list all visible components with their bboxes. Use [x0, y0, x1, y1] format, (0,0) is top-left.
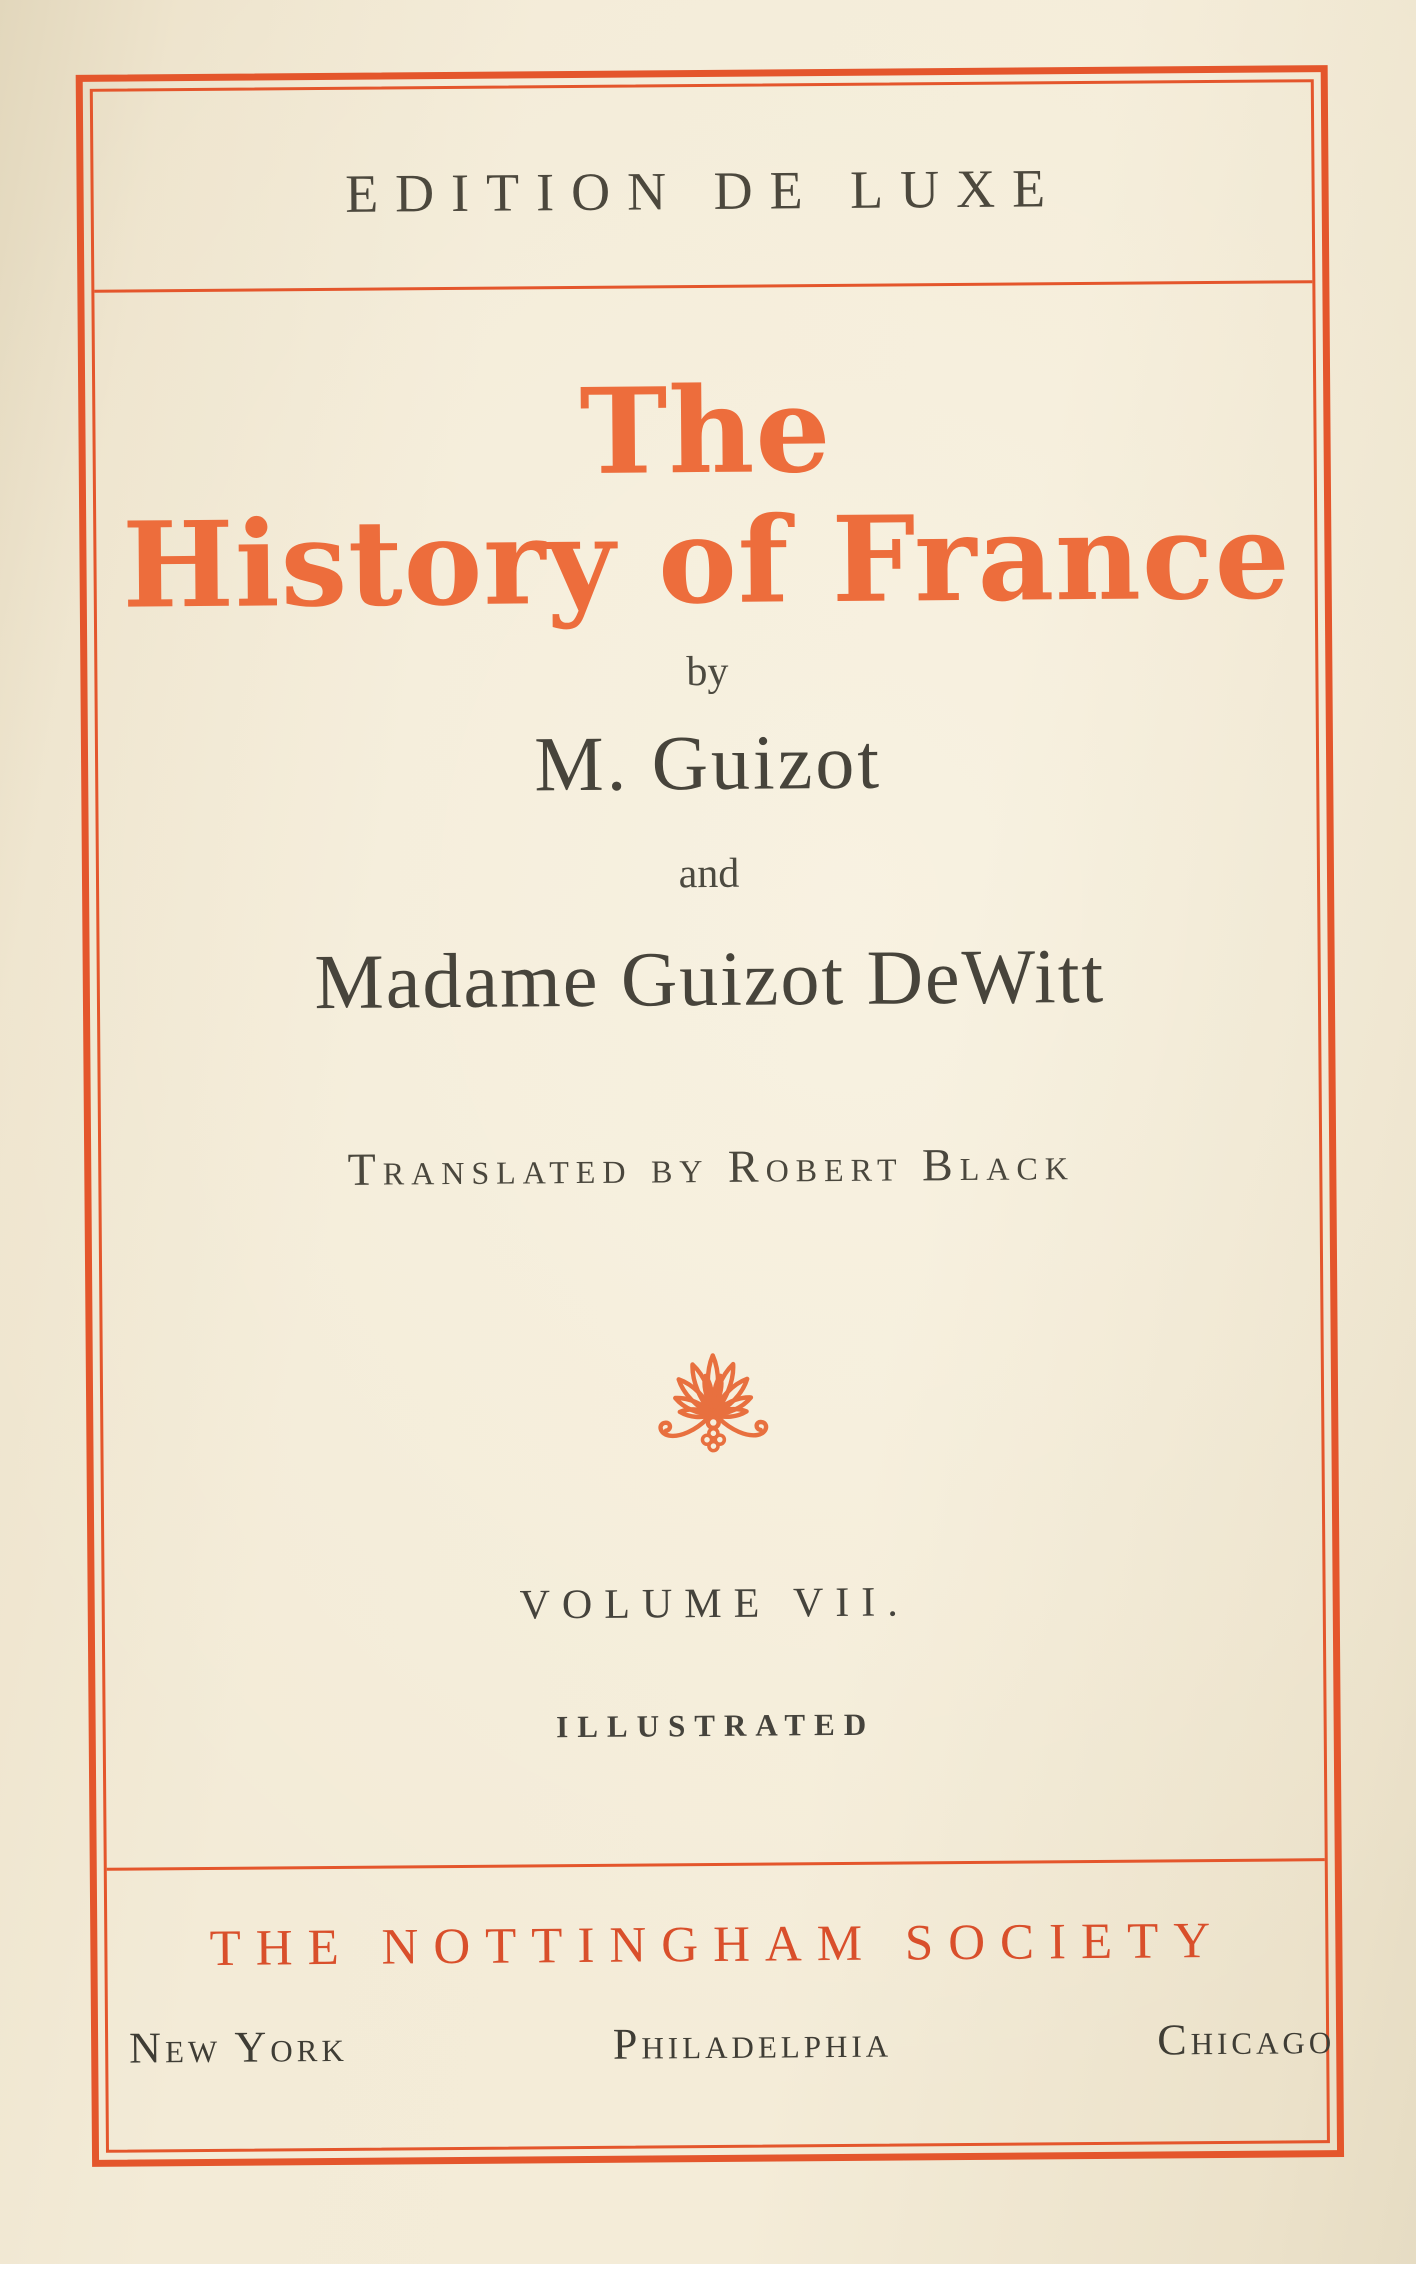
header-divider-rule — [94, 280, 1312, 293]
author-primary: M. Guizot — [533, 717, 883, 808]
author-secondary: Madame Guizot DeWitt — [314, 931, 1106, 1026]
illustrated-label: ILLUSTRATED — [556, 1706, 876, 1745]
city-chicago: Chicago — [1157, 2014, 1336, 2065]
publisher-name: THE NOTTINGHAM SOCIETY — [209, 1912, 1226, 1977]
city-new-york: New York — [128, 2021, 348, 2073]
edition-label: EDITION DE LUXE — [344, 158, 1063, 224]
conjunction-label: and — [678, 850, 740, 898]
translator-line: Translated by Robert Black — [347, 1138, 1076, 1195]
publisher-divider-rule — [107, 1858, 1325, 1871]
book-title-line2: History of France — [121, 486, 1292, 635]
volume-label: VOLUME VII. — [519, 1579, 910, 1629]
floral-ornament-icon — [87, 1313, 1338, 1466]
city-philadelphia: Philadelphia — [612, 2017, 893, 2069]
publisher-cities — [129, 2013, 1335, 2073]
by-label: by — [686, 648, 729, 696]
book-title-line1: The — [579, 360, 832, 501]
